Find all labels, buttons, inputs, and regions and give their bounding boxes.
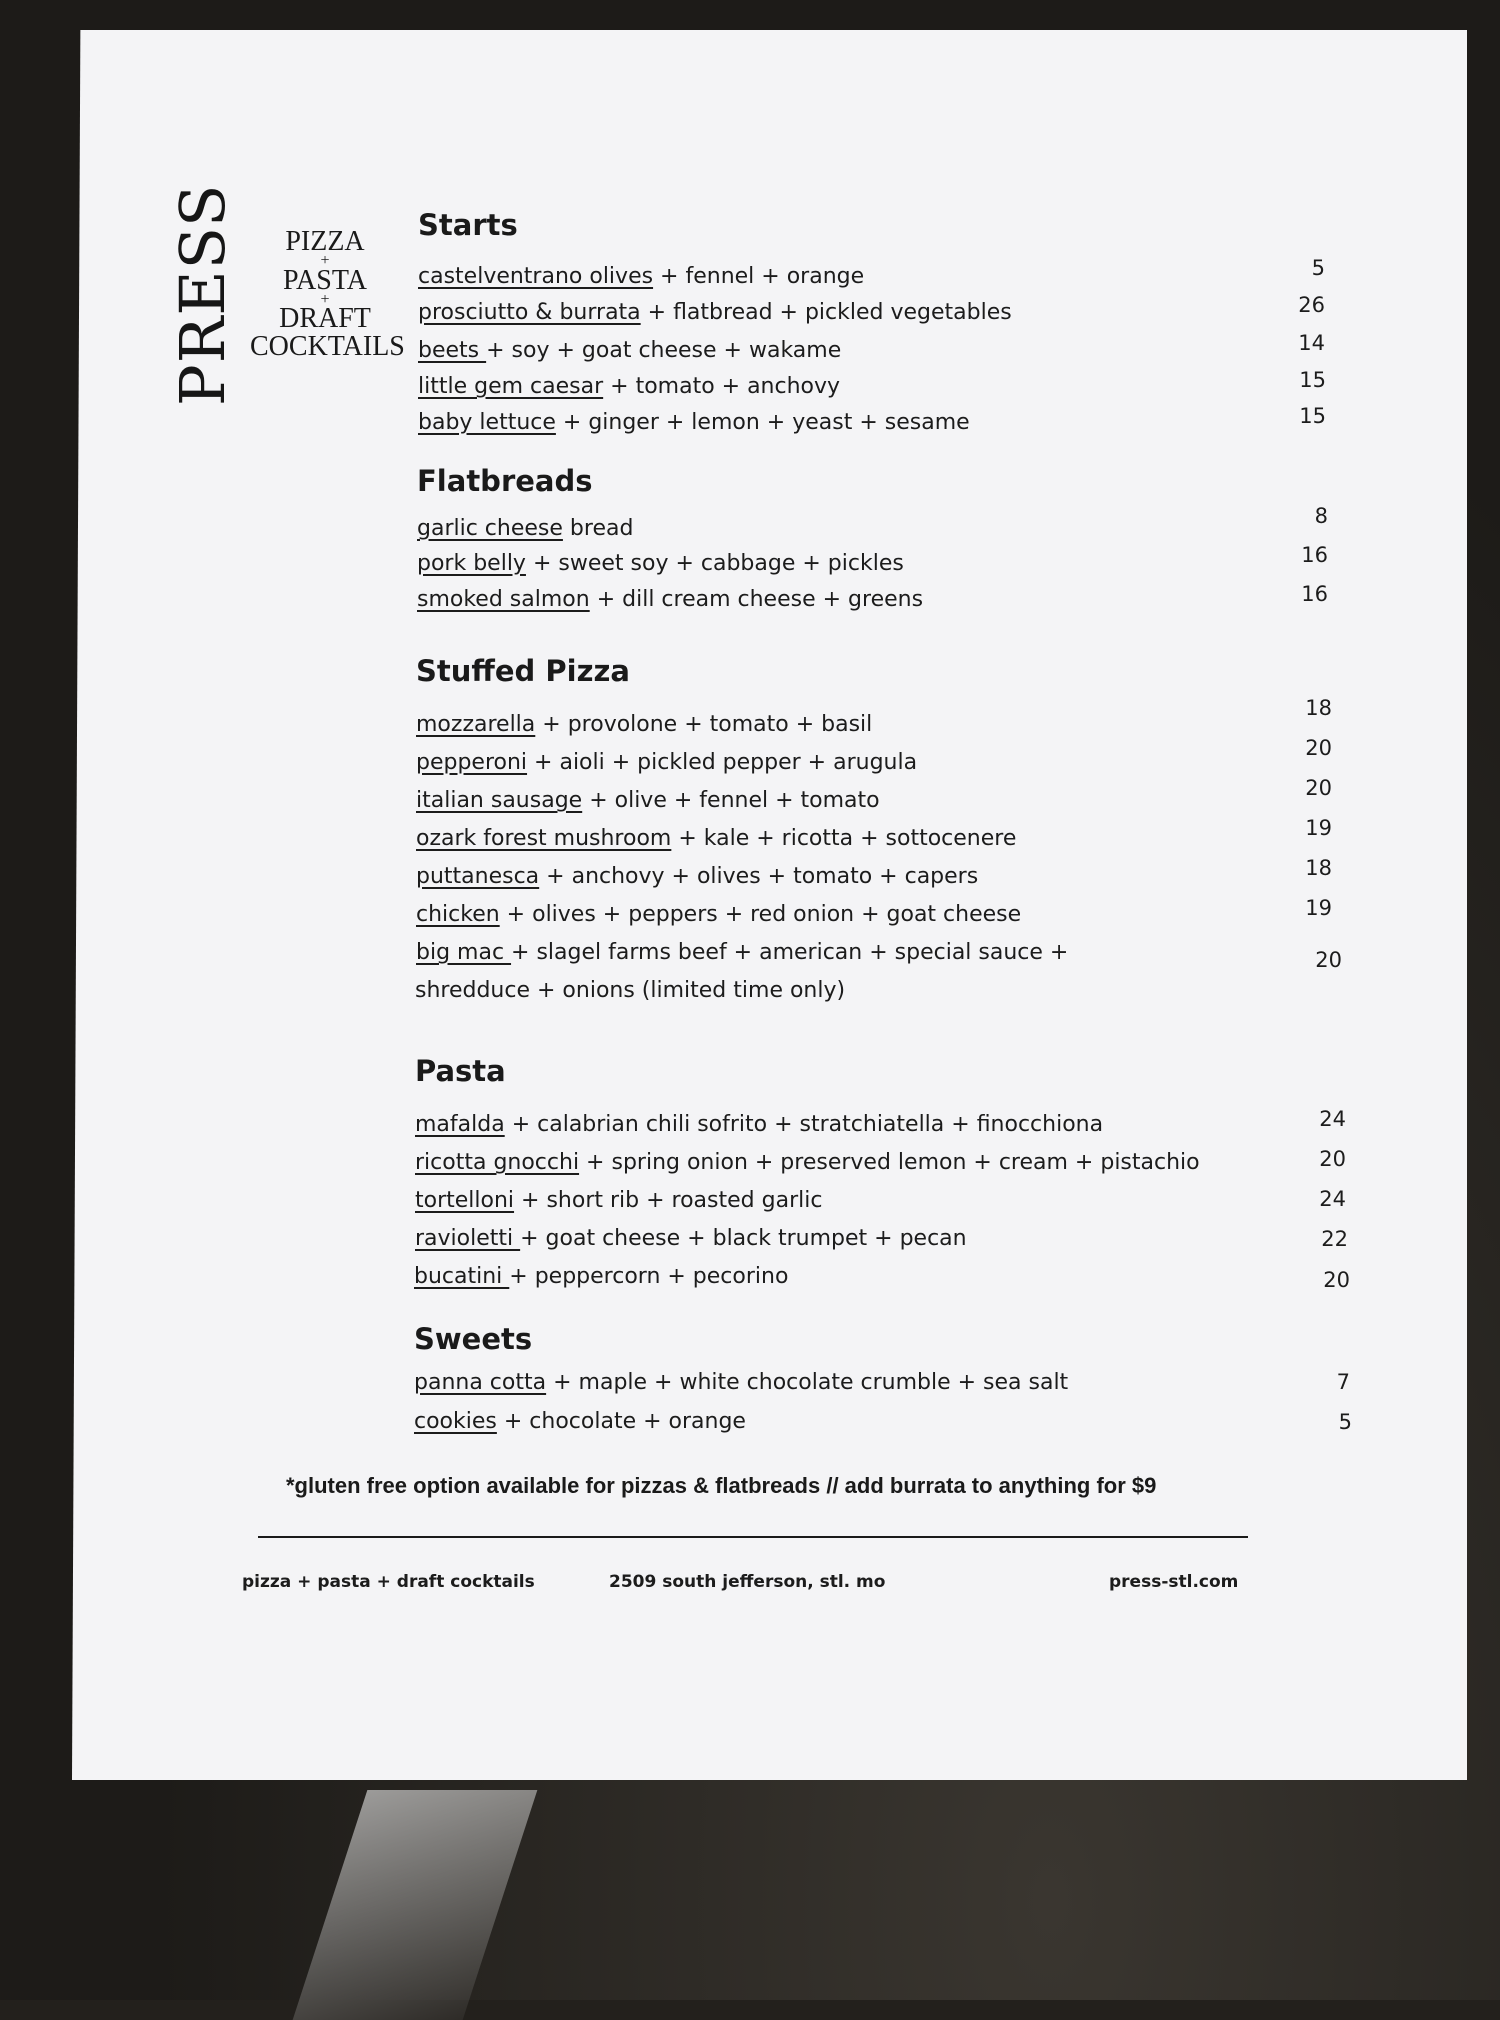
item-description: + chocolate + orange — [496, 1409, 746, 1434]
item-name: prosciutto & burrata — [418, 300, 641, 325]
menu-item — [418, 300, 1012, 325]
menu-item — [416, 864, 978, 889]
item-description: bread — [562, 516, 634, 541]
item-description: + tomato + anchovy — [603, 374, 841, 399]
item-name: smoked salmon — [417, 587, 590, 612]
item-description: + soy + goat cheese + wakame — [486, 338, 842, 363]
item-description: + ginger + lemon + yeast + sesame — [555, 410, 970, 435]
item-price: 16 — [1301, 582, 1328, 606]
item-name: garlic cheese — [417, 516, 563, 541]
menu-item — [418, 338, 841, 363]
item-name: mozzarella — [416, 712, 536, 737]
footer-divider — [258, 1536, 1248, 1538]
menu-item — [417, 516, 633, 541]
menu-item — [416, 788, 880, 813]
item-name: ricotta gnocchi — [415, 1150, 580, 1175]
item-price: 20 — [1305, 736, 1332, 760]
item-price: 20 — [1305, 776, 1332, 800]
menu-item — [418, 410, 970, 435]
item-name: panna cotta — [414, 1370, 547, 1395]
item-description: + goat cheese + black trumpet + pecan — [520, 1226, 967, 1251]
section-title-sweets: Sweets — [414, 1322, 533, 1356]
dietary-note: *gluten free option available for pizzas & flatbreads // add burrata to anything for $9 — [286, 1473, 1157, 1498]
item-name: mafalda — [415, 1112, 505, 1137]
menu-item — [415, 1188, 822, 1213]
item-price: 16 — [1301, 543, 1328, 567]
menu-item — [415, 1150, 1200, 1175]
tagline-word: DRAFT — [279, 303, 371, 335]
menu-item — [414, 1264, 788, 1289]
item-name: chicken — [416, 902, 500, 927]
item-description: + olives + peppers + red onion + goat cheese — [499, 902, 1022, 927]
item-description: + short rib + roasted garlic — [514, 1188, 823, 1213]
item-price: 24 — [1319, 1187, 1346, 1211]
item-description: + peppercorn + pecorino — [509, 1264, 789, 1289]
menu-item — [416, 826, 1016, 851]
item-price: 20 — [1323, 1268, 1350, 1292]
item-description: + olive + fennel + tomato — [582, 788, 880, 813]
menu-item — [417, 587, 923, 612]
item-name: bucatini — [414, 1264, 510, 1289]
item-name: ravioletti — [415, 1226, 521, 1251]
item-price: 19 — [1305, 816, 1332, 840]
item-name: castelventrano olives — [418, 264, 654, 289]
menu-item — [418, 374, 840, 399]
item-description: + provolone + tomato + basil — [535, 712, 873, 737]
item-description: + maple + white chocolate crumble + sea salt — [546, 1370, 1069, 1395]
item-name: little gem caesar — [418, 374, 604, 399]
tagline-word: PASTA — [283, 264, 367, 296]
item-description: + anchovy + olives + tomato + capers — [539, 864, 979, 889]
menu-item — [414, 1370, 1068, 1395]
item-name: ozark forest mushroom — [416, 826, 672, 851]
tagline-word: PIZZA — [285, 226, 365, 257]
item-price: 15 — [1299, 368, 1326, 392]
tagline-plus: + — [320, 291, 330, 309]
item-name: tortelloni — [415, 1188, 515, 1213]
item-price: 8 — [1314, 504, 1328, 528]
section-title-stuffed-pizza: Stuffed Pizza — [416, 654, 630, 688]
item-price: 7 — [1336, 1370, 1350, 1394]
item-description: + spring onion + preserved lemon + cream + pistachio — [579, 1150, 1200, 1175]
menu-item — [415, 1112, 1103, 1137]
item-price: 24 — [1319, 1107, 1346, 1131]
item-description: + aioli + pickled pepper + arugula — [527, 750, 918, 775]
item-price: 15 — [1299, 404, 1326, 428]
item-name: pork belly — [417, 551, 526, 576]
brand-name: PRESS — [166, 183, 239, 406]
footer-website: press-stl.com — [1109, 1572, 1239, 1592]
item-description: + slagel farms beef + american + special sauce + — [511, 940, 1069, 965]
item-price: 18 — [1305, 856, 1332, 880]
menu-item — [415, 1226, 967, 1251]
menu-item — [417, 551, 904, 576]
item-name: baby lettuce — [418, 410, 556, 435]
item-price: 19 — [1305, 896, 1332, 920]
brand-logo — [120, 183, 270, 406]
item-price: 5 — [1311, 256, 1325, 280]
brand-tagline — [250, 226, 405, 362]
item-description: + kale + ricotta + sottocenere — [671, 826, 1017, 851]
menu-item — [416, 902, 1021, 927]
item-description: + calabrian chili sofrito + stratchiatella + finocchiona — [504, 1112, 1104, 1137]
item-price: 26 — [1298, 293, 1325, 317]
item-name: puttanesca — [416, 864, 540, 889]
item-price: 20 — [1319, 1147, 1346, 1171]
section-title-flatbreads: Flatbreads — [417, 464, 593, 498]
item-price: 20 — [1315, 948, 1342, 972]
item-description: + sweet soy + cabbage + pickles — [525, 551, 904, 576]
tagline-word: COCKTAILS — [250, 330, 405, 362]
item-description: + flatbread + pickled vegetables — [640, 300, 1012, 325]
menu-item — [416, 750, 917, 775]
item-name: big mac — [416, 940, 512, 965]
item-price: 22 — [1321, 1227, 1348, 1251]
menu-item — [416, 940, 1068, 965]
item-price: 18 — [1305, 696, 1332, 720]
tagline-plus: + — [320, 252, 330, 270]
footer-tagline: pizza + pasta + draft cocktails — [242, 1572, 535, 1592]
item-description: + fennel + orange — [653, 264, 865, 289]
item-name: beets — [418, 338, 487, 363]
item-description-continuation: shredduce + onions (limited time only) — [415, 978, 846, 1003]
item-name: cookies — [414, 1409, 497, 1434]
footer-address: 2509 south jefferson, stl. mo — [609, 1572, 886, 1592]
item-description: + dill cream cheese + greens — [589, 587, 924, 612]
menu-item — [414, 1409, 746, 1434]
item-name: pepperoni — [416, 750, 528, 775]
item-price: 5 — [1338, 1410, 1352, 1434]
item-name: italian sausage — [416, 788, 583, 813]
item-price: 14 — [1298, 331, 1325, 355]
menu-item — [416, 712, 872, 737]
section-title-pasta: Pasta — [415, 1054, 506, 1088]
section-title-starts: Starts — [418, 208, 518, 242]
menu-item — [418, 264, 864, 289]
